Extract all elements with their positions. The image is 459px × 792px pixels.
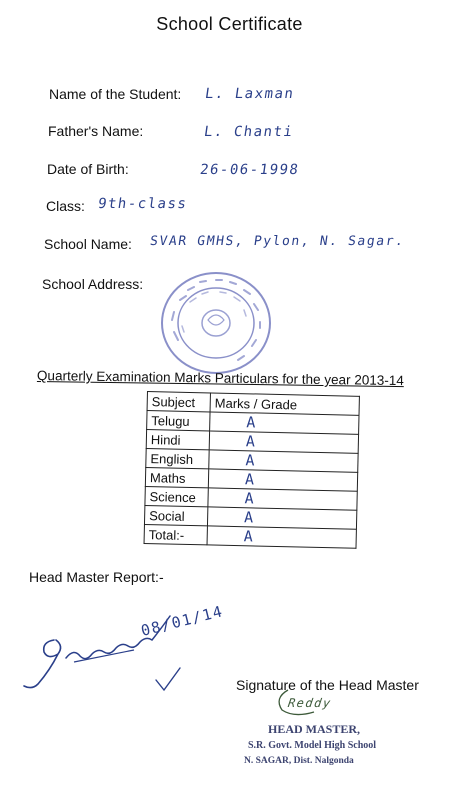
school-address-label: School Address: [42, 276, 144, 292]
signature-label: Signature of the Head Master [236, 677, 419, 693]
school-name-label: School Name: [44, 236, 132, 252]
report-signature-date: 08/01/14 [139, 602, 226, 640]
grade-cell: A [210, 412, 359, 434]
head-master-signature: Reddy [287, 696, 333, 710]
column-header: Marks / Grade [210, 393, 359, 415]
grade-cell: A [209, 431, 358, 453]
subject-cell: Social [144, 505, 207, 525]
head-master-report-label: Head Master Report:- [29, 569, 164, 585]
subject-cell: Total:- [144, 524, 207, 544]
grade-cell: A [207, 526, 356, 548]
subject-cell: Telugu [147, 411, 210, 431]
class-value: 9th-class [96, 196, 189, 212]
grade-cell: A [208, 488, 357, 510]
school-name-value: SVAR GMHS, Pylon, N. Sagar. [148, 234, 406, 249]
grade-cell: A [207, 507, 356, 529]
father-name-value: L. Chanti [202, 124, 295, 140]
column-header: Subject [147, 392, 210, 412]
grade-cell: A [209, 450, 358, 472]
stamp-line-1: S.R. Govt. Model High School [248, 740, 377, 751]
student-name-value: L. Laxman [203, 86, 296, 102]
subject-cell: English [146, 448, 209, 468]
marks-heading: Quarterly Examination Marks Particulars for the year 2013-14 [36, 368, 404, 389]
dob-label: Date of Birth: [47, 161, 129, 177]
grade-cell: A [208, 469, 357, 491]
table-row [144, 524, 356, 548]
subject-cell: Hindi [146, 430, 209, 450]
class-label: Class: [46, 198, 85, 214]
student-name-label: Name of the Student: [49, 86, 182, 102]
subject-cell: Science [145, 486, 208, 506]
subject-cell: Maths [145, 467, 208, 487]
stamp-designation: HEAD MASTER, [268, 722, 361, 736]
marks-table [144, 391, 360, 549]
signature-flourish-icon [270, 684, 350, 720]
school-seal-icon [158, 270, 274, 376]
dob-value: 26-06-1998 [198, 162, 301, 178]
father-name-label: Father's Name: [48, 123, 144, 139]
stamp-line-2: N. SAGAR, Dist. Nalgonda [244, 756, 354, 766]
certificate-title: School Certificate [156, 14, 303, 34]
